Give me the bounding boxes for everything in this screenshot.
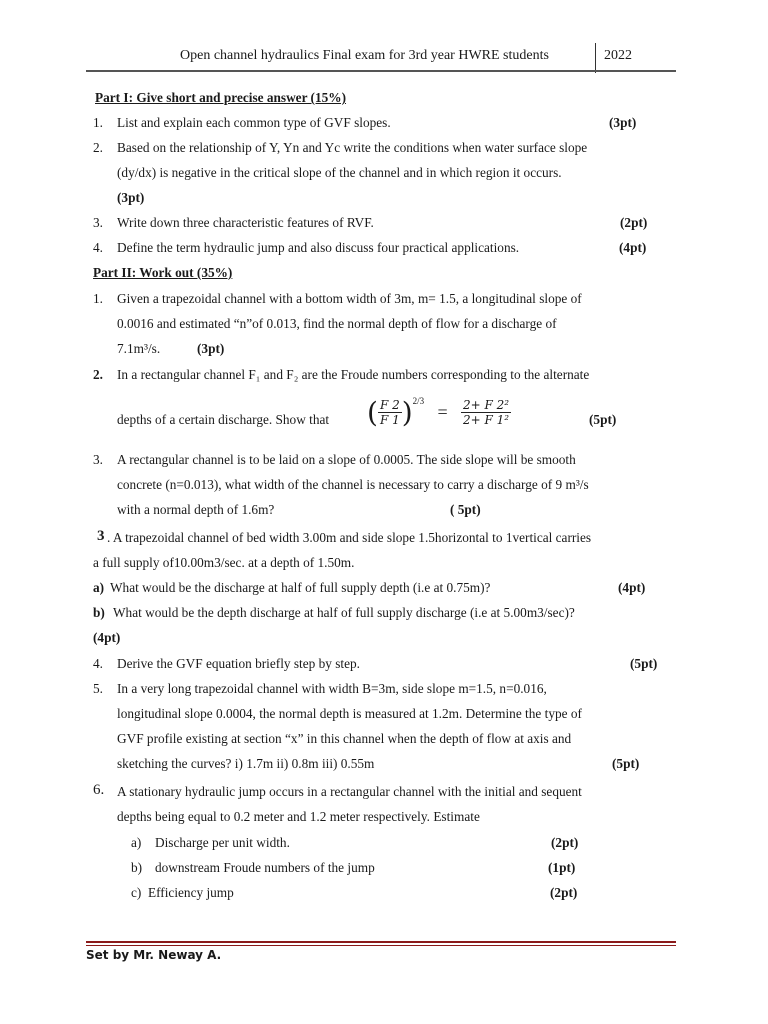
eq-left-denominator: F 1 [379,413,400,427]
p2-q5-line2: longitudinal slope 0.0004, the normal depth is measured at 1.2m. Determine the type of [117,706,582,721]
p1-q2-line2: (dy/dx) is negative in the critical slope of the channel and in which region it occurs. [117,165,562,180]
p2-q4-text: Derive the GVF equation briefly step by step. [117,656,360,671]
p2-q6-num: 6. [93,782,105,798]
p1-q2-num: 2. [93,140,103,155]
p2-q1-points: (3pt) [197,341,225,356]
p2-q6-c-points: (2pt) [550,885,578,900]
p2-q6-b-points: (1pt) [548,860,576,875]
p2-q3-line1: A rectangular channel is to be laid on a slope of 0.0005. The side slope will be smooth [117,452,576,467]
eq-equals: = [437,402,448,422]
p2-q3b-b-points: (4pt) [93,630,121,645]
p2-q5-line3: GVF profile existing at section “x” in this channel when the depth of flow at axis and [117,731,572,746]
header-rule [86,70,676,72]
p1-q4-points: (4pt) [619,240,647,255]
p2-q3b-a-points: (4pt) [618,580,646,595]
header-separator [595,43,596,73]
eq-left-numerator: F 2 [379,398,400,412]
eq-right-numerator: 2+ F 2² [462,398,510,412]
p2-q6-c-label: c) [131,885,142,900]
p2-q6-a-text: Discharge per unit width. [155,835,290,850]
eq-left-fraction [378,398,402,427]
p2-q6-a-label: a) [131,835,142,850]
p2-q3b-b-text: What would be the depth discharge at half of full supply discharge (i.e at 5.00m3/sec)? [113,605,575,620]
p2-q3b-num: 3 [97,528,105,544]
p1-q1-text: List and explain each common type of GVF slopes. [117,115,391,130]
part2-heading: Part II: Work out (35%) [93,265,233,280]
froude-equation [367,396,511,429]
p2-q4-num: 4. [93,656,103,671]
p2-q3b-a-text: What would be the discharge at half of full supply depth (i.e at 0.75m)? [110,580,491,595]
p2-q3-line2: concrete (n=0.013), what width of the channel is necessary to carry a discharge of 9 m³/s [117,477,589,492]
p2-q5-num: 5. [93,681,103,696]
p2-q6-line2: depths being equal to 0.2 meter and 1.2 meter respectively. Estimate [117,809,480,824]
p2-q2-line1: In a rectangular channel F₁ and F₂ are the Froude numbers corresponding to the alternate [117,367,590,382]
p1-q1-num: 1. [93,115,103,130]
p2-q1-line2: 0.0016 and estimated “n”of 0.013, find the normal depth of flow for a discharge of [117,316,557,331]
p2-q5-points: (5pt) [612,756,640,771]
eq-right-fraction [461,398,511,427]
p2-q3b-line1: . A trapezoidal channel of bed width 3.00m and side slope 1.5horizontal to 1vertical carries [107,530,592,545]
p2-q6-a-points: (2pt) [551,835,579,850]
eq-exponent: 2/3 [412,396,425,406]
p1-q3-points: (2pt) [620,215,648,230]
p2-q6-b-text: downstream Froude numbers of the jump [155,860,375,875]
p1-q1-points: (3pt) [609,115,637,130]
p2-q6-b-label: b) [131,860,143,875]
p2-q5-line4: sketching the curves? i) 1.7m ii) 0.8m iii) 0.55m [117,756,375,771]
p2-q3b-a-label: a) [93,580,105,595]
p2-q2-line2: depths of a certain discharge. Show that [117,412,330,427]
p2-q3b-b-label: b) [93,605,105,620]
p1-q3-text: Write down three characteristic features of RVF. [117,215,374,230]
p1-q4-text: Define the term hydraulic jump and also discuss four practical applications. [117,240,520,255]
paren-close: ) [401,396,413,429]
header-year: 2022 [604,48,632,63]
eq-right-denominator: 2+ F 1² [462,413,510,427]
footer-author: Set by Mr. Neway A. [86,948,222,962]
p2-q1-num: 1. [93,291,103,306]
paren-open: ( [367,396,378,429]
p1-q2-line1: Based on the relationship of Y, Yn and Yc write the conditions when water surface slope [117,140,588,155]
p2-q1-line3: 7.1m³/s. [117,341,161,356]
header-title: Open channel hydraulics Final exam for 3rd year HWRE students [180,48,549,63]
p2-q3-line3: with a normal depth of 1.6m? [117,502,275,517]
p1-q4-num: 4. [93,240,103,255]
footer-rule-thick [86,941,676,943]
p2-q3-num: 3. [93,452,103,467]
p2-q6-c-text: Efficiency jump [148,885,234,900]
footer-rule-thin [86,945,676,946]
p2-q2-num: 2. [93,367,103,382]
p2-q5-line1: In a very long trapezoidal channel with width B=3m, side slope m=1.5, n=0.016, [117,681,547,696]
p2-q2-points: (5pt) [589,412,617,427]
p1-q2-points: (3pt) [117,190,145,205]
p1-q3-num: 3. [93,215,103,230]
p2-q6-line1: A stationary hydraulic jump occurs in a rectangular channel with the initial and sequent [117,784,582,799]
p2-q1-line1: Given a trapezoidal channel with a bottom width of 3m, m= 1.5, a longitudinal slope of [117,291,582,306]
p2-q3b-line2: a full supply of10.00m3/sec. at a depth of 1.50m. [93,555,355,570]
p2-q3-points: ( 5pt) [450,502,481,517]
part1-heading: Part I: Give short and precise answer (15%) [95,90,347,105]
p2-q4-points: (5pt) [630,656,658,671]
